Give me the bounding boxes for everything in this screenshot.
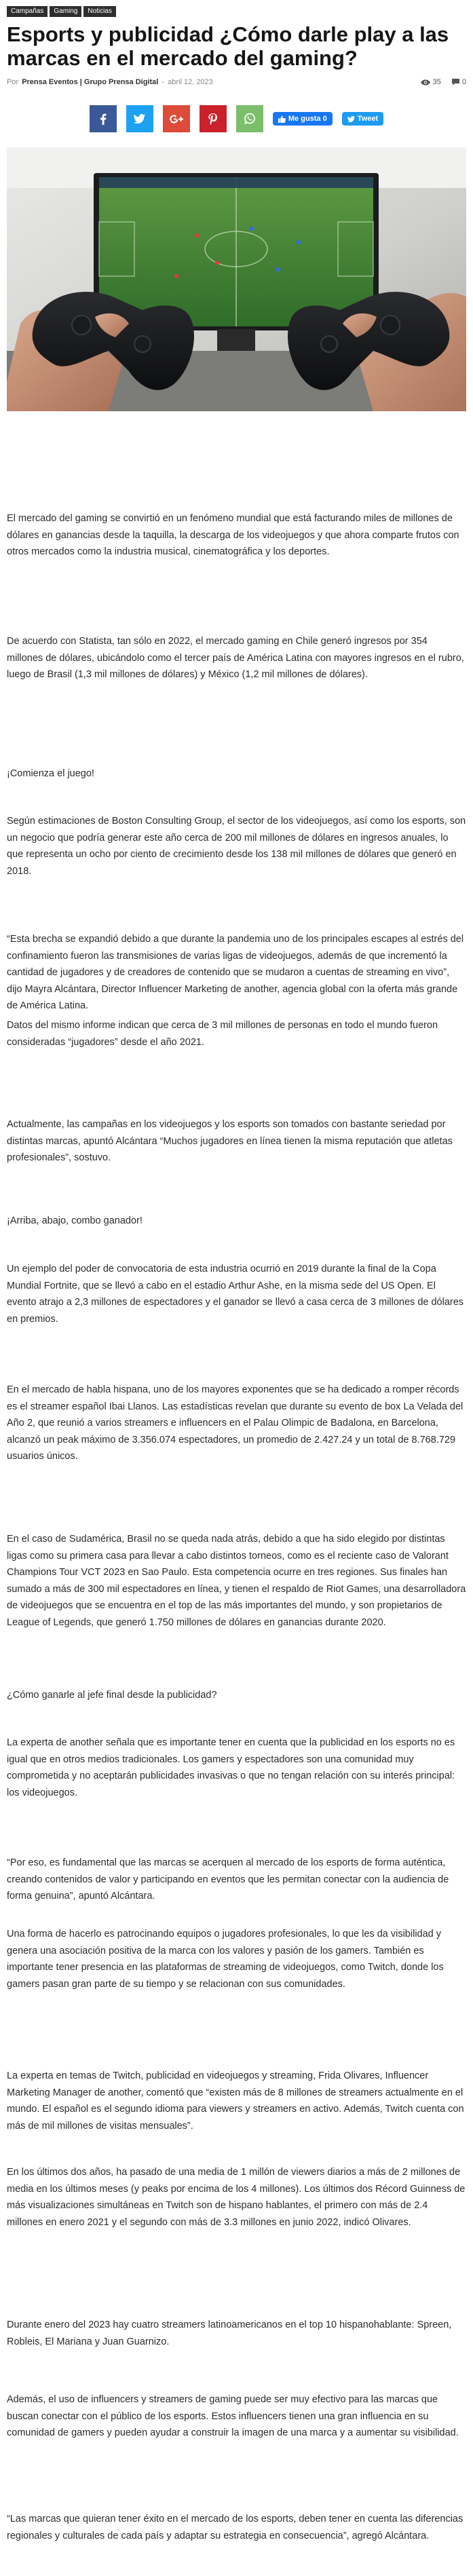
paragraph: El mercado del gaming se convirtió en un fenómeno mundial que está facturando miles de millones de dólares en ganancias desde la taquilla, la descarga de los videojuegos y que ahora comparte frutos con otros mercados como la industria musical, cinematográfica y los deportes. [7,513,459,557]
share-bar [7,105,466,132]
comments-count[interactable] [452,78,466,86]
publish-date: abril 12, 2023 [168,78,213,86]
google-plus-share-button[interactable] [163,105,190,132]
paragraph: En el mercado de habla hispana, uno de los mayores exponentes que se ha dedicado a romper récords es el streamer español Ibai Llanos. Las estadísticas revelan que durante su evento de box La Velada del Año 2, que reunió a varios streamers e influencers en el Palau Olimpic de Badalona, en Barcelona, alcanzó un peak máximo de 3.356.074 espectadores, un promedio de 2.427.24 y un total de 8.768.729 usuarios únicos. [7,1384,463,1462]
section-heading: ¡Comienza el juego! [7,768,94,779]
twitter-small-icon [347,116,355,122]
like-label: Me gusta 0 [288,115,327,123]
paragraph: Durante enero del 2023 hay cuatro streamers latinoamericanos en el top 10 hispanohablante: Spreen, Robleis, El Mariana y Juan Guarnizo. [7,2319,452,2347]
whatsapp-icon [244,113,256,125]
section-heading: ¡Arriba, abajo, combo ganador! [7,1215,143,1226]
eye-icon [421,79,430,86]
paragraph: Además, el uso de influencers y streamers de gaming puede ser muy efectivo para las marcas que buscan conectar con el público de los esports. Estos influencers tienen una gran influencia en su comunidad de gamers y pueden ayudar a construir la imagen de una marca y a aumentar su visibilidad. [7,2394,459,2438]
paragraph: Una forma de hacerlo es patrocinando equipos o jugadores profesionales, lo que les da visibilidad y genera una asociación positiva de la marca con los valores y pasión de los gamers. También es importante tener presencia en las plataformas de streaming de videojuegos, como Twitch, donde los gamers pasan gran parte de su tiempo y se relacionan con sus comunidades. [7,1929,444,1990]
tag-gaming[interactable]: Gaming [50,6,81,17]
comments-value: 0 [461,78,466,86]
hero-image [7,147,466,411]
quote-paragraph: “Esta brecha se expandió debido a que durante la pandemia uno de los principales escapes al estrés del confinamiento fueron las transmisiones de varias ligas de videojuegos, además de que incrementó la cantidad de jugadores y de creadores de contenido que se mudaron a cuentas de streaming en vivo”, dijo Mayra Alcántara, Director Influencer Marketing de another, agencia global con la oferta más grande de América Latina. [7,934,464,1011]
author-link[interactable]: Prensa Eventos | Grupo Prensa Digital [22,78,159,86]
quote-paragraph: “Las marcas que quieran tener éxito en el mercado de los esports, deben tener en cuenta las diferencias regionales y culturales de cada país y adaptar su estrategia en consecuencia”, agregó Alcántara. [7,2514,463,2541]
twitter-share-button[interactable] [126,105,153,132]
views-value: 35 [432,78,441,86]
section-heading: ¿Cómo ganarle al jefe final desde la publicidad? [7,1690,217,1701]
facebook-icon [100,113,107,125]
paragraph: Datos del mismo informe indican que cerca de 3 mil millones de personas en todo el mundo fueron consideradas “jugadores” desde el año 2021. [7,1020,438,1048]
whatsapp-share-button[interactable] [236,105,263,132]
thumbs-up-icon [278,115,286,123]
quote-paragraph: “Por eso, es fundamental que las marcas se acerquen al mercado de los esports de forma auténtica, creando contenidos de valor y participando en eventos que les permitan conectar con la audiencia de forma genuina”, apuntó Alcántara. [7,1857,449,1901]
facebook-like-button[interactable] [273,112,333,126]
pinterest-share-button[interactable] [200,105,227,132]
meta-separator: - [162,78,165,86]
comment-icon [452,79,459,86]
paragraph: Actualmente, las campañas en los videojuegos y los esports son tomados con bastante seriedad por distintas marcas, apuntó Alcántara “Muchos jugadores en línea tienen la misma reputación que atletas profesionales”, sostuvo. [7,1119,453,1163]
paragraph: En el caso de Sudamérica, Brasil no se queda nada atrás, debido a que ha sido elegido por distintas ligas como su primera casa para llevar a cabo distintos torneos, como es el reciente caso de Valorant Champions Tour VCT 2023 en Sao Paulo. Esta competencia ocurre en tres regiones. Sus finales han sumado a más de 300 mil espectadores en línea, y tienen el respaldo de Riot Games, una desarrolladora de videojuegos que se encuentra en el top de las más importantes del mundo, y son propietarios de League of Legends, que generó 1.750 millones de dólares en ganancias durante 2020. [7,1534,466,1628]
views-count [421,78,441,86]
facebook-share-button[interactable] [90,105,117,132]
tweet-button[interactable] [342,112,383,126]
article-title: Esports y publicidad ¿Cómo darle play a las marcas en el mercado del gaming? [7,22,449,70]
paragraph: En los últimos dos años, ha pasado de una media de 1 millón de viewers diarios a más de 2 millones de media en los últimos meses (y peaks por encima de los 4 millones). Los últimos dos Récord Guinness de más visualizaciones simultáneas en Twitch son de hispano hablantes, el primero con más de 2.4 millones en enero 2021 y el segundo con más de 3.3 millones en junio 2022, indicó Olivares. [7,2167,466,2228]
paragraph: Según estimaciones de Boston Consulting Group, el sector de los videojuegos, así como los esports, son un negocio que podría generar este año cerca de 200 mil millones de dólares en ingresos anuales, lo que representa un ocho por ciento de crecimiento desde los 138 mil millones de dólares que generó en 2018. [7,816,466,877]
category-tags [7,0,466,17]
pinterest-icon [208,113,217,125]
paragraph: De acuerdo con Statista, tan sólo en 2022, el mercado gaming en Chile generó ingresos por 354 millones de dólares, ubicándolo como el tercer país de América Latina con mayores ingresos en el rubro, luego de Brasil (1,3 mil millones de dólares) y México (1,2 mil millones de dólares). [7,636,464,680]
paragraph: La experta en temas de Twitch, publicidad en videojuegos y streaming, Frida Olivares, Influencer Marketing Manager de another, comentó que “existen más de 8 millones de streamers actualmente en el mundo. El español es el segundo idioma para viewers y streamers en activo. Además, Twitch cuenta con más de mil millones de visitas mensuales”. [7,2070,464,2132]
by-label: Por [7,78,19,86]
paragraph: Un ejemplo del poder de convocatoria de esta industria ocurrió en 2019 durante la final de la Copa Mundial Fortnite, que se llevó a cabo en el estadio Arthur Ashe, en la misma sede del US Open. El evento atrajo a 2,3 millones de espectadores y el ganador se llevó a casa cerca de 3 millones de dólares en premios. [7,1264,464,1325]
tag-campanas[interactable]: Campañas [7,6,48,17]
article-meta [7,77,466,88]
tag-noticias[interactable]: Noticias [83,6,116,17]
twitter-icon [134,114,145,124]
paragraph: La experta de another señala que es importante tener en cuenta que la publicidad en los esports no es igual que en otros medios tradicionales. Los gamers y espectadores son una comunidad muy comprometida y no aceptarán publicidades invasivas o que no tengan relación con su interés principal: los videojuegos. [7,1737,455,1798]
tweet-label: Tweet [357,115,379,123]
google-plus-icon [170,115,183,124]
